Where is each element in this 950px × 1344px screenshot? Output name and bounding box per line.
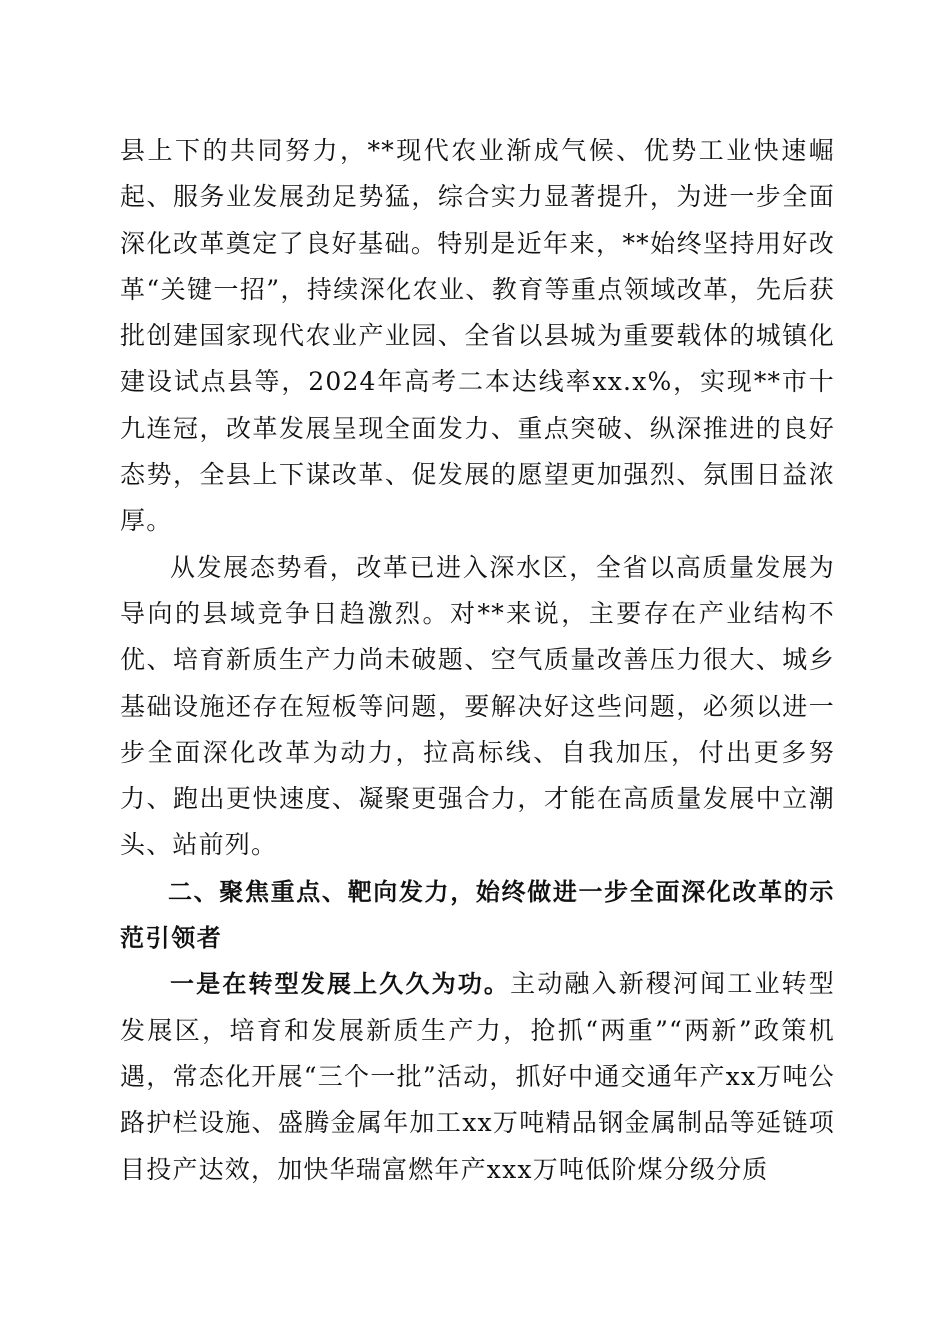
paragraph-item-one: [120, 961, 835, 1192]
section-heading: 二、聚焦重点、靶向发力，始终做进一步全面深化改革的示范引领者: [120, 877, 835, 953]
item-one-lead: 一是在转型发展上久久为功。: [170, 970, 511, 999]
paragraph-continuation: 县上下的共同努力，**现代农业渐成气候、优势工业快速崛起、服务业发展劲足势猛，综合实力显著提升，为进一步全面深化改革奠定了良好基础。特别是近年来，**始终坚持用好改革“关键一招”，持续深化农业、教育等重点领域改革，先后获批创建国家现代农业产业园、全省以县城为重要载体的城镇化建设试点县等，2024年高考二本达线率xx.x%，实现**市十九连冠，改革发展呈现全面发力、重点突破、纵深推进的良好态势，全县上下谋改革、促发展的愿望更加强烈、氛围日益浓厚。: [120, 136, 835, 536]
document-body: [120, 128, 835, 1193]
paragraph-development-trend: 从发展态势看，改革已进入深水区，全省以高质量发展为导向的县域竞争日趋激烈。对**来说，主要存在产业结构不优、培育新质生产力尚未破题、空气质量改善压力很大、城乡基础设施还存在短板等问题，要解决好这些问题，必须以进一步全面深化改革为动力，拉高标线、自我加压，付出更多努力、跑出更快速度、凝聚更强合力，才能在高质量发展中立潮头、站前列。: [120, 552, 835, 860]
item-one-body: 主动融入新稷河闻工业转型发展区，培育和发展新质生产力，抢抓“两重”“两新”政策机遇，常态化开展“三个一批”活动，抓好中通交通年产xx万吨公路护栏设施、盛腾金属年加工xx万吨精品钢金属制品等延链项目投产达效，加快华瑞富燃年产xxx万吨低阶煤分级分质: [120, 969, 835, 1184]
